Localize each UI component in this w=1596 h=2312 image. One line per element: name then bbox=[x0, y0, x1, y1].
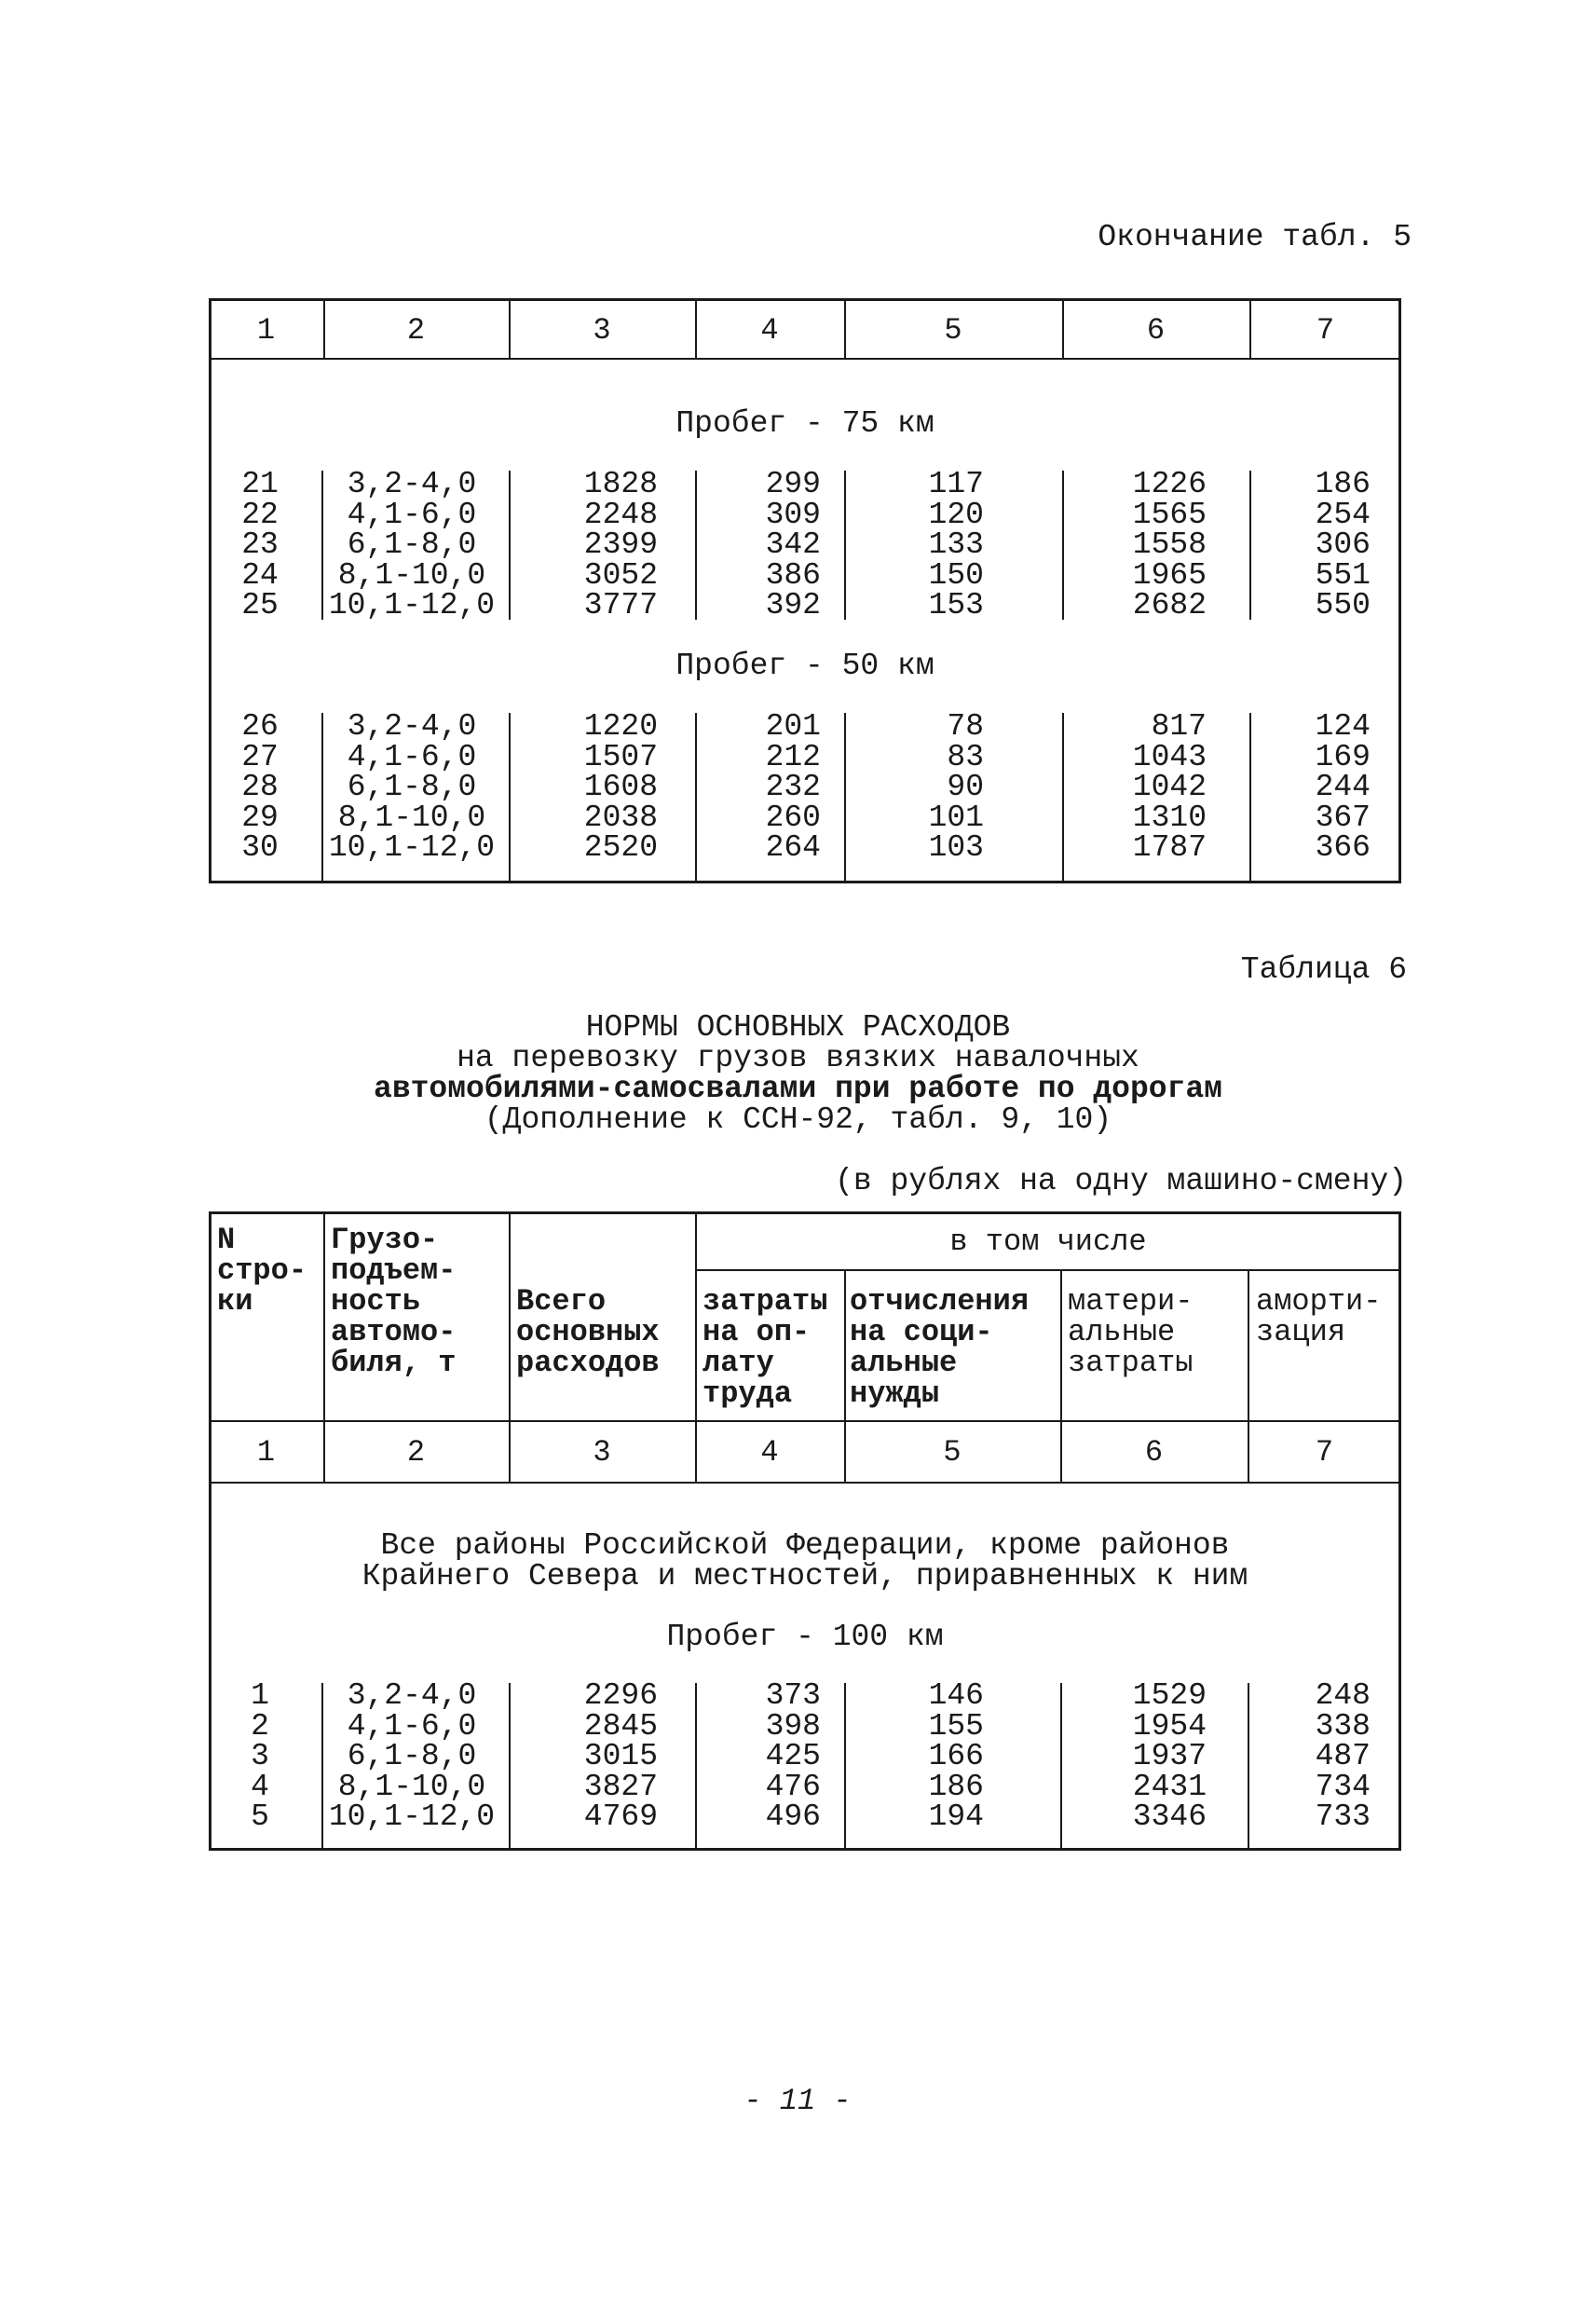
cell-material-costs: 1558 bbox=[1132, 527, 1207, 562]
cell-capacity: 10,1-12,0 bbox=[328, 830, 496, 865]
table5-caption: Окончание табл. 5 bbox=[1098, 220, 1412, 254]
header-group-including: в том числе bbox=[949, 1224, 1147, 1259]
cell-capacity: 4,1-6,0 bbox=[347, 739, 477, 774]
section-mileage-75: Пробег - 75 км bbox=[675, 406, 934, 441]
cell-capacity: 4,1-6,0 bbox=[347, 1708, 477, 1744]
cell-labor-costs: 373 bbox=[765, 1678, 821, 1713]
cell-labor-costs: 386 bbox=[765, 557, 821, 593]
cell-social-deductions: 101 bbox=[928, 800, 984, 835]
cell-total-costs: 1828 bbox=[583, 467, 658, 501]
table6-title-line-4: (Дополнение к ССН-92, табл. 9, 10) bbox=[484, 1102, 1112, 1137]
table6-title-line-3: автомобилями-самосвалами при работе по дорогам bbox=[374, 1072, 1222, 1106]
cell-material-costs: 1565 bbox=[1132, 497, 1207, 532]
cell-depreciation: 366 bbox=[1315, 830, 1371, 865]
cell-depreciation: 306 bbox=[1315, 527, 1371, 562]
table5-header-divider bbox=[209, 358, 1401, 360]
cell-capacity: 10,1-12,0 bbox=[328, 1799, 496, 1834]
header-social-deductions: отчисления на соци- альные нужды bbox=[850, 1284, 1030, 1411]
cell-social-deductions: 83 bbox=[947, 739, 984, 774]
cell-depreciation: 244 bbox=[1315, 770, 1371, 804]
cell-depreciation: 550 bbox=[1315, 588, 1371, 622]
cell-depreciation: 248 bbox=[1315, 1678, 1371, 1713]
cell-material-costs: 2682 bbox=[1132, 588, 1207, 622]
cell-row-number: 23 bbox=[241, 527, 279, 562]
cell-depreciation: 367 bbox=[1315, 800, 1371, 835]
header-labor-costs: затраты на оп- лату труда bbox=[703, 1284, 828, 1411]
cell-total-costs: 1608 bbox=[583, 770, 658, 804]
cell-material-costs: 1310 bbox=[1132, 800, 1207, 835]
cell-row-number: 1 bbox=[251, 1678, 269, 1713]
cell-total-costs: 2845 bbox=[583, 1708, 658, 1744]
t6-col-num-3: 3 bbox=[593, 1435, 611, 1470]
cell-social-deductions: 120 bbox=[928, 497, 984, 532]
cell-total-costs: 3827 bbox=[583, 1769, 658, 1804]
cell-material-costs: 817 bbox=[1151, 709, 1207, 744]
cell-material-costs: 1937 bbox=[1132, 1739, 1207, 1773]
t6-col-num-1: 1 bbox=[256, 1435, 276, 1470]
cell-labor-costs: 264 bbox=[765, 830, 821, 865]
cell-depreciation: 338 bbox=[1315, 1708, 1371, 1744]
cell-material-costs: 2431 bbox=[1132, 1769, 1207, 1804]
cell-labor-costs: 476 bbox=[765, 1769, 821, 1804]
header-total-costs: Всего основных расходов bbox=[516, 1284, 660, 1380]
cell-labor-costs: 201 bbox=[765, 709, 821, 744]
section-mileage-100: Пробег - 100 км bbox=[666, 1620, 944, 1654]
cell-social-deductions: 90 bbox=[947, 770, 984, 804]
cell-row-number: 22 bbox=[241, 497, 279, 532]
table6-title-line-1: НОРМЫ ОСНОВНЫХ РАСХОДОВ bbox=[585, 1010, 1011, 1045]
cell-material-costs: 1954 bbox=[1132, 1708, 1207, 1744]
cell-capacity: 4,1-6,0 bbox=[347, 497, 477, 532]
cell-social-deductions: 133 bbox=[928, 527, 984, 562]
cell-depreciation: 254 bbox=[1315, 497, 1371, 532]
cell-capacity: 8,1-10,0 bbox=[337, 557, 486, 593]
cell-social-deductions: 153 bbox=[928, 588, 984, 622]
cell-total-costs: 3015 bbox=[583, 1739, 658, 1773]
cell-total-costs: 2248 bbox=[583, 497, 658, 532]
region-line-1: Все районы Российской Федерации, кроме районов bbox=[380, 1528, 1230, 1563]
cell-row-number: 29 bbox=[241, 800, 279, 835]
cell-capacity: 6,1-8,0 bbox=[347, 770, 477, 804]
t6-col-num-2: 2 bbox=[406, 1435, 426, 1470]
section-mileage-50: Пробег - 50 км bbox=[675, 649, 934, 683]
col-num-5: 5 bbox=[944, 313, 962, 348]
cell-capacity: 6,1-8,0 bbox=[347, 1739, 477, 1773]
cell-row-number: 21 bbox=[241, 467, 279, 501]
col-num-4: 4 bbox=[760, 313, 779, 348]
col-num-7: 7 bbox=[1316, 313, 1335, 348]
table6-units: (в рублях на одну машино-смену) bbox=[835, 1164, 1407, 1198]
cell-material-costs: 1226 bbox=[1132, 467, 1207, 501]
cell-row-number: 2 bbox=[251, 1708, 269, 1744]
cell-labor-costs: 398 bbox=[765, 1708, 821, 1744]
col-num-1: 1 bbox=[256, 313, 276, 348]
cell-row-number: 4 bbox=[251, 1769, 269, 1804]
t6-col-num-4: 4 bbox=[760, 1435, 779, 1470]
cell-labor-costs: 232 bbox=[765, 770, 821, 804]
cell-labor-costs: 496 bbox=[765, 1799, 821, 1834]
cell-social-deductions: 150 bbox=[928, 557, 984, 593]
cell-material-costs: 1965 bbox=[1132, 557, 1207, 593]
cell-total-costs: 2038 bbox=[583, 800, 658, 835]
cell-capacity: 3,2-4,0 bbox=[347, 709, 477, 744]
cell-material-costs: 1529 bbox=[1132, 1678, 1207, 1713]
page-number: - 11 - bbox=[743, 2084, 852, 2118]
cell-capacity: 6,1-8,0 bbox=[347, 527, 477, 562]
cell-labor-costs: 299 bbox=[765, 467, 821, 501]
col-num-2: 2 bbox=[406, 313, 426, 348]
cell-social-deductions: 166 bbox=[928, 1739, 984, 1773]
cell-social-deductions: 78 bbox=[947, 709, 984, 744]
cell-depreciation: 124 bbox=[1315, 709, 1371, 744]
cell-material-costs: 3346 bbox=[1132, 1799, 1207, 1834]
cell-capacity: 8,1-10,0 bbox=[337, 800, 486, 835]
cell-total-costs: 2520 bbox=[583, 830, 658, 865]
cell-depreciation: 733 bbox=[1315, 1799, 1371, 1834]
cell-depreciation: 551 bbox=[1315, 557, 1371, 593]
cell-depreciation: 734 bbox=[1315, 1769, 1371, 1804]
table6-label: Таблица 6 bbox=[1240, 952, 1407, 987]
cell-row-number: 30 bbox=[241, 830, 279, 865]
cell-total-costs: 3777 bbox=[583, 588, 658, 622]
cell-capacity: 3,2-4,0 bbox=[347, 467, 477, 501]
t6-col-num-6: 6 bbox=[1144, 1435, 1164, 1470]
cell-social-deductions: 103 bbox=[928, 830, 984, 865]
cell-row-number: 26 bbox=[241, 709, 279, 744]
cell-social-deductions: 194 bbox=[928, 1799, 984, 1834]
region-line-2: Крайнего Севера и местностей, приравненных к ним bbox=[361, 1559, 1248, 1594]
cell-labor-costs: 309 bbox=[765, 497, 821, 532]
header-load-capacity: Грузо- подъем- ность автомо- биля, т bbox=[331, 1223, 457, 1380]
cell-depreciation: 186 bbox=[1315, 467, 1371, 501]
cell-material-costs: 1787 bbox=[1132, 830, 1207, 865]
cell-social-deductions: 117 bbox=[928, 467, 984, 501]
col-num-6: 6 bbox=[1146, 313, 1166, 348]
cell-labor-costs: 212 bbox=[765, 739, 821, 774]
cell-capacity: 10,1-12,0 bbox=[328, 588, 496, 622]
cell-labor-costs: 260 bbox=[765, 800, 821, 835]
header-depreciation: аморти- зация bbox=[1256, 1284, 1382, 1349]
cell-row-number: 25 bbox=[241, 588, 279, 622]
header-material-costs: матери- альные затраты bbox=[1068, 1284, 1194, 1380]
cell-row-number: 3 bbox=[251, 1739, 269, 1773]
cell-social-deductions: 155 bbox=[928, 1708, 984, 1744]
cell-total-costs: 2296 bbox=[583, 1678, 658, 1713]
cell-labor-costs: 425 bbox=[765, 1739, 821, 1773]
header-row-number: N стро- ки bbox=[217, 1223, 307, 1319]
col-num-3: 3 bbox=[593, 313, 611, 348]
cell-total-costs: 1507 bbox=[583, 739, 658, 774]
cell-total-costs: 1220 bbox=[583, 709, 658, 744]
cell-row-number: 28 bbox=[241, 770, 279, 804]
cell-row-number: 5 bbox=[251, 1799, 269, 1834]
t6-col-num-7: 7 bbox=[1315, 1435, 1334, 1470]
t6-col-num-5: 5 bbox=[943, 1435, 962, 1470]
cell-social-deductions: 186 bbox=[928, 1769, 984, 1804]
cell-material-costs: 1043 bbox=[1132, 739, 1207, 774]
cell-capacity: 8,1-10,0 bbox=[337, 1769, 486, 1804]
cell-total-costs: 3052 bbox=[583, 557, 658, 593]
cell-depreciation: 169 bbox=[1315, 739, 1371, 774]
cell-row-number: 27 bbox=[241, 739, 279, 774]
cell-total-costs: 4769 bbox=[583, 1799, 658, 1834]
cell-labor-costs: 342 bbox=[765, 527, 821, 562]
cell-depreciation: 487 bbox=[1315, 1739, 1371, 1773]
cell-social-deductions: 146 bbox=[928, 1678, 984, 1713]
cell-row-number: 24 bbox=[241, 557, 279, 593]
table6-title-line-2: на перевозку грузов вязких навалочных bbox=[457, 1041, 1139, 1075]
cell-labor-costs: 392 bbox=[765, 588, 821, 622]
cell-capacity: 3,2-4,0 bbox=[347, 1678, 477, 1713]
cell-material-costs: 1042 bbox=[1132, 770, 1207, 804]
cell-total-costs: 2399 bbox=[583, 527, 658, 562]
